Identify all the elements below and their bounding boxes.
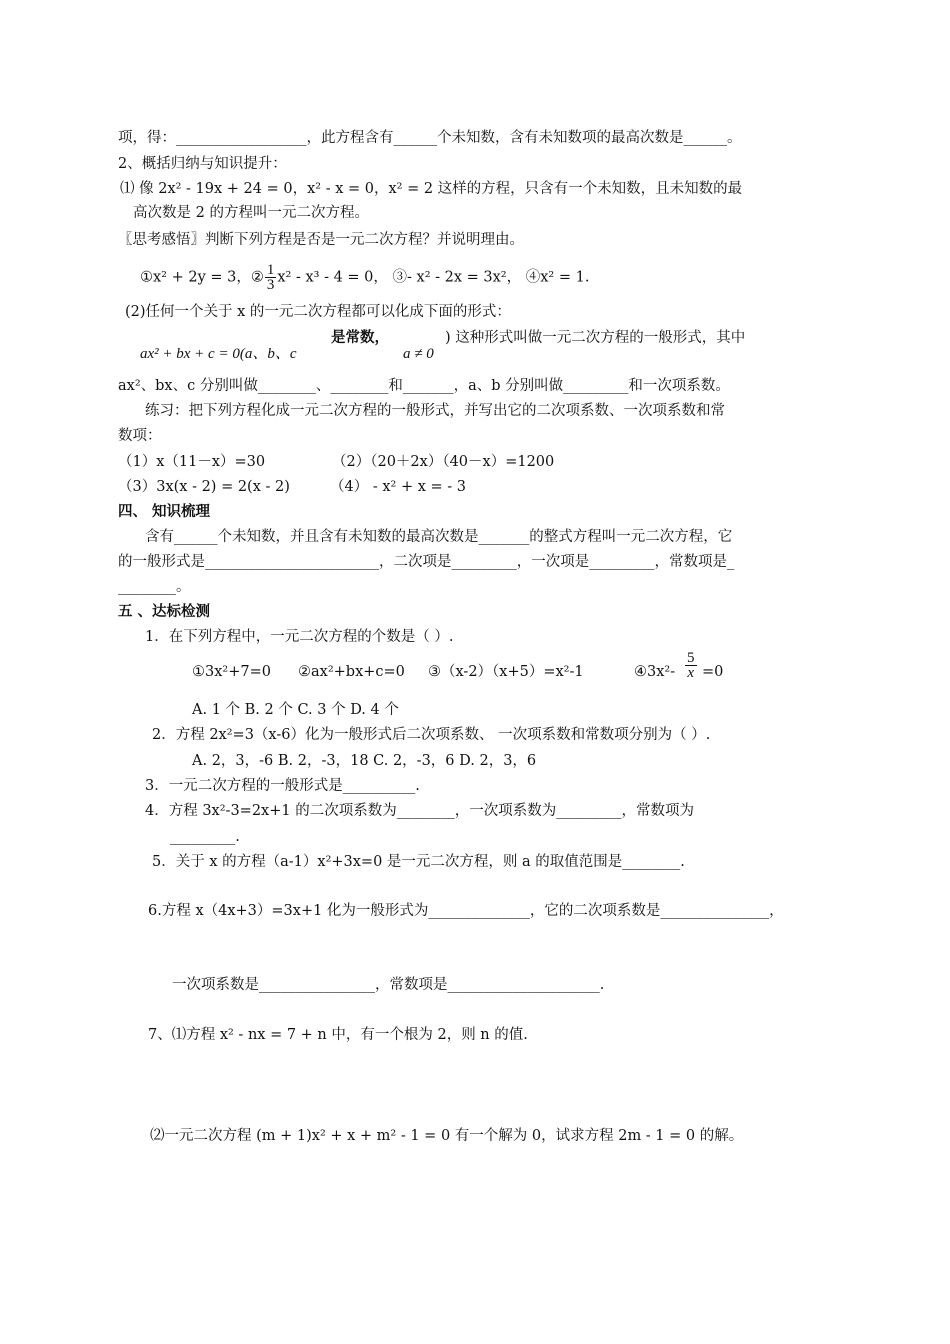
practice-2: （2）（20＋2x）（40－x）=1200: [332, 454, 555, 470]
question-6-cont: 一次项系数是________________，常数项是_____________________.: [172, 977, 605, 993]
general-form-description: ) 这种形式叫做一元二次方程的一般形式，其中: [445, 330, 746, 346]
a-not-zero: a ≠ 0: [403, 346, 434, 362]
think-prompt: 〖思考感悟〗判断下列方程是否是一元二次方程？并说明理由。: [118, 232, 524, 248]
coefficients-line: ax²、bx、c 分别叫做________、________和_______，a、b 分别叫做_________和一次项系数。: [118, 378, 730, 394]
summary-line-1: 含有______个未知数，并且含有未知数的最高次数是_______的整式方程叫一元二次方程，它: [145, 529, 733, 545]
practice-1: （1）x（11－x）=30: [118, 454, 266, 470]
question-7-1: 7、⑴方程 x² - nx = 7 + n 中，有一个根为 2，则 n 的值.: [148, 1027, 528, 1043]
section-2-heading: 2、概括归纳与知识提升：: [118, 156, 287, 172]
question-7-2: ⑵一元二次方程 (m + 1)x² + x + m² - 1 = 0 有一个解为 0，试求方程 2m - 1 = 0 的解。: [150, 1128, 744, 1144]
document-page: 项，得：__________________，此方程含有______个未知数，含有未知数项的最高次数是______。 2、概括归纳与知识提升： ⑴ 像 2x² - 19x + 24 = 0，x² - x = 0，x² = 2 这样的方程，只含有一个未知数，且未知数的最 高次数是 2 的方程叫一元二次方程。 〖思考感悟〗判断下列方程是否是一元二次方程？并说明理由。 ①x² + 2y = 3，② $\frac{1}{3}$ x² - x³ - 4 = 0， ③- x² - 2x = 3x²， ④x² = 1. (2)任何一个关于 x 的一元二次方程都可以化成下面的形式： ax² + bx + c = 0(a、b、c 是常数， a ≠ 0 ) 这种形式叫做一元二次方程的一般形式，其中 ax²、bx、c 分别叫做________、________和_______，a、b 分别叫做_________和一次项系数。 练习：把下列方程化成一元二次方程的一般形式，并写出它的二次项系数、一次项系数和常 数项： （1）x（11－x）=30 （2）（20＋2x）（40－x）=1200 （3）3x(x - 2) = 2(x - 2) （4） - x² + x = - 3 四、 知识梳理 含有______个未知数，并且含有未知数的最高次数是_______的整式方程叫一元二次方程，它 的一般形式是________________________，二次项是_________，一次项是_________，常数项是_ ________。 五 、达标检测 1．在下列方程中，一元二次方程的个数是（ ）. ①3x²+7=0 ②ax²+bx+c=0 ③（x-2）（x+5）=x²-1 ④3x²- $\frac{5}{x}$ =0 A. 1 个 B. 2 个 C. 3 个 D. 4 个 2．方程 2x²=3（x-6）化为一般形式后二次项系数、 一次项系数和常数项分别为（ ）. A. 2，3，-6 B. 2，-3，18 C. 2，-3，6 D. 2，3，6 3．一元二次方程的一般形式是__________. 4．方程 3x²-3=2x+1 的二次项系数为________，一次项系数为_________，常数项为 _________. 5．关于 x 的方程（a-1）x²+3x=0 是一元二次方程，则 a 的取值范围是________. 6.方程 x（4x+3）=3x+1 化为一般形式为______________，它的二次项系数是_______________， 一次项系数是________________，常数项是_____________________. 7、⑴方程 x² - nx = 7 + n 中，有一个根为 2，则 n 的值. ⑵一元二次方程 (m + 1)x² + x + m² - 1 = 0 有一个解为 0，试求方程 2m - 1 = 0 的解。: [118, 130, 784, 1144]
fraction-five-over-x: $\frac{5}{x}$: [687, 650, 695, 681]
question-5: 5．关于 x 的方程（a-1）x²+3x=0 是一元二次方程，则 a 的取值范围是________.: [152, 854, 685, 870]
equation-2-4-rest: x² - x³ - 4 = 0， ③- x² - 2x = 3x²， ④x² = 1.: [277, 269, 590, 286]
practice-4: （4） - x² + x = - 3: [330, 479, 466, 495]
definition-line-1: ⑴ 像 2x² - 19x + 24 = 0，x² - x = 0，x² = 2 这样的方程，只含有一个未知数，且未知数的最: [120, 181, 743, 197]
question-4: 4．方程 3x²-3=2x+1 的二次项系数为________，一次项系数为_________，常数项为: [145, 803, 694, 819]
section-5-heading: 五 、达标检测: [118, 603, 211, 620]
judge-equations-line: [140, 263, 589, 292]
question-6: 6.方程 x（4x+3）=3x+1 化为一般形式为______________，它的二次项系数是_______________，: [148, 903, 784, 919]
section-4-heading: 四、 知识梳理: [118, 503, 211, 520]
question-2: 2．方程 2x²=3（x-6）化为一般形式后二次项系数、 一次项系数和常数项分别为（ ）.: [152, 727, 711, 743]
q1-option-2: ②ax²+bx+c=0: [298, 664, 405, 680]
question-1: 1．在下列方程中，一元二次方程的个数是（ ）.: [145, 629, 454, 645]
fraction-numerator: 1: [266, 262, 275, 278]
constant-label: 是常数，: [331, 329, 389, 346]
equation-1-2-start: ①x² + 2y = 3，②: [140, 269, 264, 286]
fraction-one-third: [265, 263, 277, 292]
q1-choices: A. 1 个 B. 2 个 C. 3 个 D. 4 个: [192, 702, 399, 718]
practice-3: （3）3x(x - 2) = 2(x - 2): [118, 479, 290, 495]
general-form-intro: (2)任何一个关于 x 的一元二次方程都可以化成下面的形式：: [125, 304, 511, 320]
q2-choices: A. 2，3，-6 B. 2，-3，18 C. 2，-3，6 D. 2，3，6: [192, 753, 537, 769]
line-fill-blanks-intro: 项，得：__________________，此方程含有______个未知数，含有未知数项的最高次数是______。: [118, 130, 742, 146]
general-form-equation: ax² + bx + c = 0(a、b、c: [140, 346, 297, 362]
question-4-cont: _________.: [170, 829, 240, 845]
practice-prompt: 练习：把下列方程化成一元二次方程的一般形式，并写出它的二次项系数、一次项系数和常: [145, 403, 725, 419]
q1-option-1: ①3x²+7=0: [192, 664, 271, 680]
summary-line-2: 的一般形式是________________________，二次项是_________，一次项是_________，常数项是_: [118, 554, 735, 570]
summary-line-3: ________。: [118, 579, 191, 595]
q1-option-3: ③（x-2）（x+5）=x²-1: [428, 664, 584, 680]
practice-prompt-cont: 数项：: [118, 428, 162, 444]
question-3: 3．一元二次方程的一般形式是__________.: [145, 778, 420, 794]
fraction-denominator: 3: [266, 277, 275, 293]
definition-line-2: 高次数是 2 的方程叫一元二次方程。: [133, 205, 369, 221]
